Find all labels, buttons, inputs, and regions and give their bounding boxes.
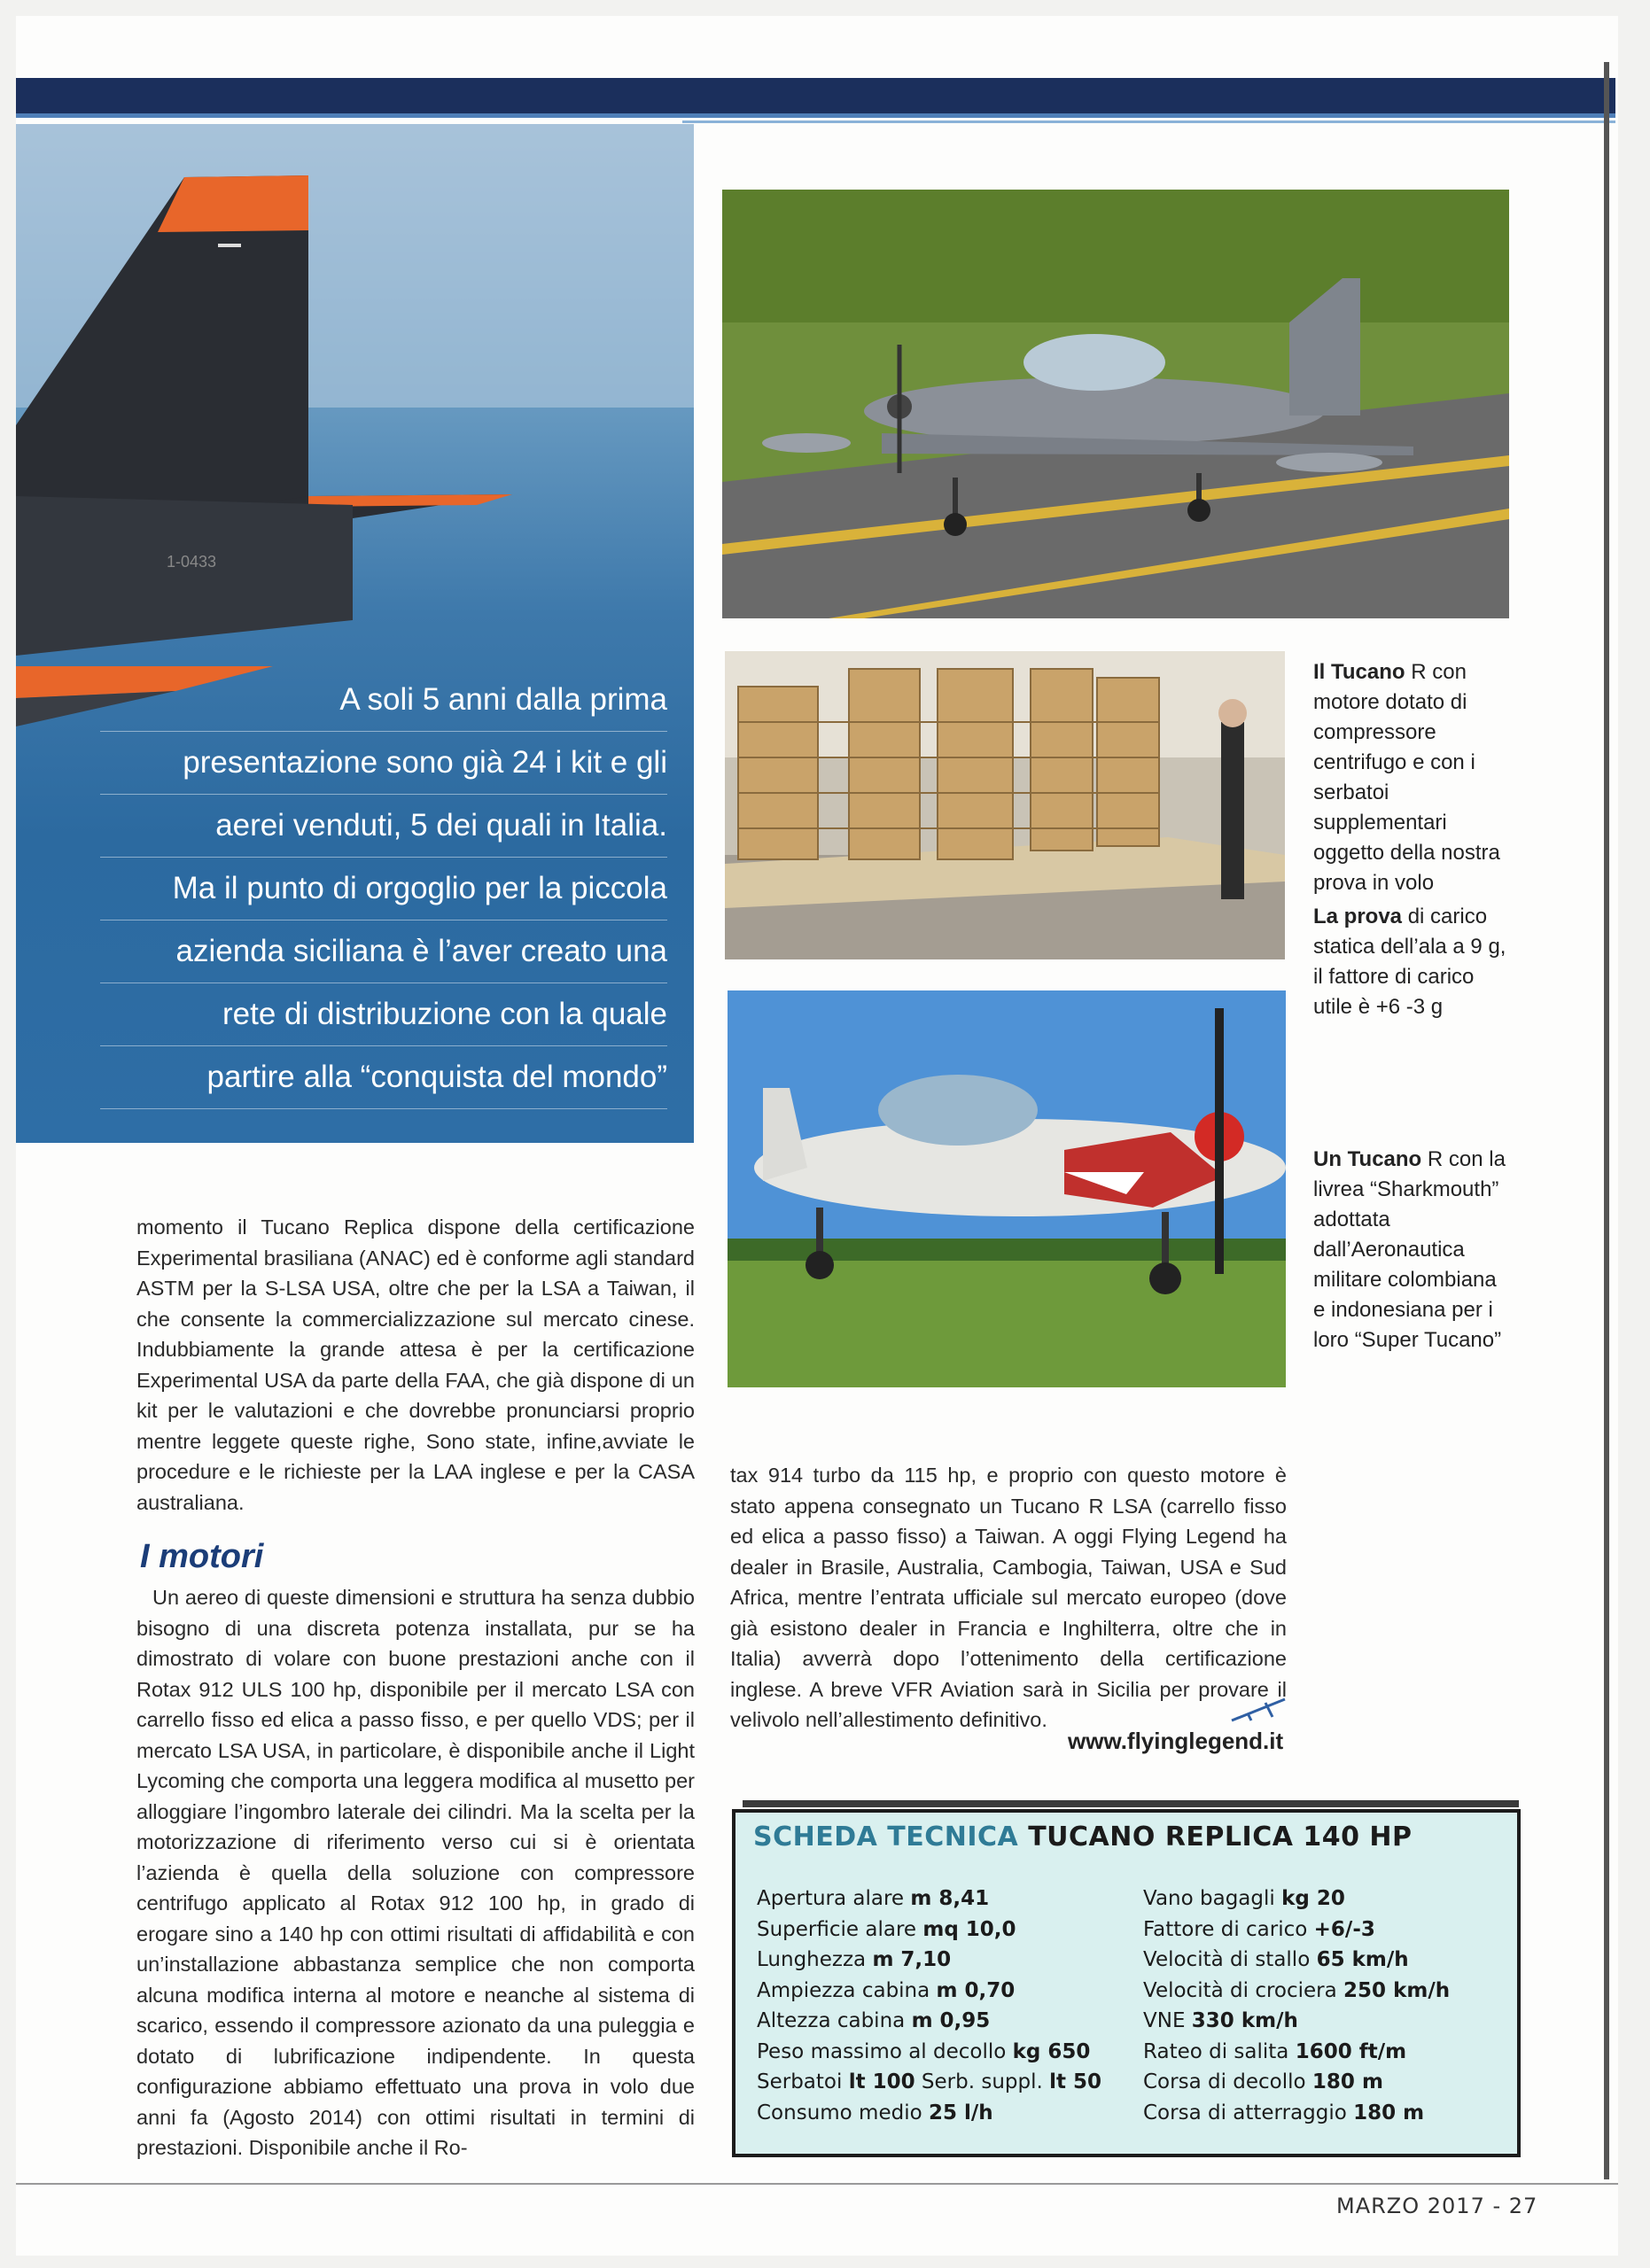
spec-row: Corsa di atterraggio 180 m (1143, 2101, 1425, 2124)
quote-line: partire alla “conquista del mondo” (100, 1046, 667, 1109)
spec-row: Superficie alare mq 10,0 (757, 1917, 1016, 1941)
photo-load-test (725, 651, 1285, 959)
spec-row: Corsa di decollo 180 m (1143, 2070, 1383, 2093)
spec-row: Fattore di carico +6/-3 (1143, 1917, 1375, 1941)
spec-title-label: SCHEDA TECNICA (753, 1821, 1019, 1852)
spec-title-model: TUCANO REPLICA 140 HP (1028, 1821, 1413, 1852)
quote-line: presentazione sono già 24 i kit e gli (100, 732, 667, 795)
spec-row: Velocità di crociera 250 km/h (1143, 1978, 1451, 2002)
paragraph: tax 914 turbo da 115 hp, e proprio con questo motore è stato appena consegnato un Tucano R LSA (carrello fisso ed elica a passo fisso) a Taiwan. A oggi Flying Legend ha dealer in Brasile, Australia, Cambogia, Taiwan, USA e Sud Africa, mentre l’entrata ufficiale sul mercato europeo (dove già esistono dealer in Francia e Inghilterra, oltre che in Italia) avverrà dopo l’ottenimento della certificazione inglese. A breve VFR Aviation sarà in Sicilia per provare il velivolo nell’allestimento definitivo. (730, 1464, 1287, 1731)
quote-line: Ma il punto di orgoglio per la piccola (100, 858, 667, 920)
banner-rule-thin (682, 120, 1615, 123)
spec-title (753, 1821, 1413, 1852)
spec-box-shadow (743, 1800, 1519, 1807)
spec-row: Rateo di salita 1600 ft/m (1143, 2039, 1407, 2063)
spec-row: Apertura alare m 8,41 (757, 1887, 990, 1910)
website-link[interactable]: www.flyinglegend.it (1068, 1728, 1284, 1754)
caption-sharkmouth (1313, 1145, 1508, 1355)
caption-text: R con la livrea “Sharkmouth” adottata dall’Aeronautica militare colombiana e indonesiana per i loro “Super Tucano” (1313, 1147, 1506, 1352)
banner-rule (16, 113, 1615, 118)
plane-icon (1230, 1694, 1292, 1724)
pull-quote (100, 669, 667, 1109)
spec-row: VNE 330 km/h (1143, 2009, 1298, 2032)
spec-row: Altezza cabina m 0,95 (757, 2009, 991, 2032)
caption-tucano (1313, 657, 1508, 898)
article-col1-motori (136, 1582, 695, 2163)
caption-bold: La prova (1313, 905, 1403, 928)
article-col2 (730, 1460, 1287, 1736)
spec-row: Ampiezza cabina m 0,70 (757, 1978, 1016, 2002)
spec-col-left (757, 1884, 1101, 2128)
quote-line: A soli 5 anni dalla prima (100, 669, 667, 732)
quote-line: rete di distribuzione con la quale (100, 983, 667, 1046)
article-col1-intro (136, 1212, 695, 1518)
footer-rule (16, 2183, 1618, 2185)
svg-text:1-0433: 1-0433 (167, 553, 217, 571)
top-banner (16, 78, 1615, 113)
paragraph: momento il Tucano Replica dispone della certificazione Experimental brasiliana (ANAC) ed è conforme agli standard ASTM per la S-LSA USA, oltre che per la LSA a Taiwan, il che consente la commercializzazione sul mercato cinese. Indubbiamente la grande attesa è per la certificazione Experimental USA da parte della FAA, che già dispone di un kit per le valutazioni e che dovrebbe pronunciarsi proprio mentre leggete queste righe, Sono state, infine,avviate le procedure e le richieste per la LAA inglese e per la CASA australiana. (136, 1216, 695, 1514)
page-folio: MARZO 2017 - 27 (1336, 2194, 1538, 2218)
spec-row: Consumo medio 25 l/h (757, 2101, 993, 2124)
section-title: I motori (140, 1538, 264, 1575)
photo-sharkmouth (728, 990, 1286, 1387)
caption-bold: Il Tucano (1313, 660, 1405, 684)
caption-text: R con motore dotato di compressore centrifugo e con i serbatoi supplementari oggetto della nostra prova in volo (1313, 660, 1500, 895)
spec-box (732, 1809, 1521, 2157)
hero-image (16, 124, 694, 1143)
spec-row: Serbatoi lt 100 Serb. suppl. lt 50 (757, 2070, 1102, 2093)
spec-row: Vano bagagli kg 20 (1143, 1887, 1345, 1910)
caption-load-test (1313, 902, 1508, 1022)
photo-tucano-runway (722, 190, 1509, 618)
spec-row: Velocità di stallo 65 km/h (1143, 1948, 1409, 1971)
spec-row: Lunghezza m 7,10 (757, 1948, 952, 1971)
spec-row: Peso massimo al decollo kg 650 (757, 2039, 1091, 2063)
spec-col-right (1143, 1884, 1450, 2128)
caption-bold: Un Tucano (1313, 1147, 1422, 1171)
quote-line: azienda siciliana è l’aver creato una (100, 920, 667, 983)
paragraph: Un aereo di queste dimensioni e struttura ha senza dubbio bisogno di una discreta potenza installata, pur se ha dimostrato di volare con buone prestazioni anche con il Rotax 912 ULS 100 hp, disponibile per il mercato LSA con carrello fisso ed elica a passo fisso, e per quello VDS; per il mercato LSA USA, in particolare, è disponibile anche il Light Lycoming che comporta una leggera modifica al musetto per alloggiare l’ingombro laterale dei cilindri. Ma la scelta per la motorizzazione di riferimento verso cui si è orientata l’azienda è quella della soluzione con compressore centrifugo applicato al Rotax 912 100 hp, in grado di erogare sino a 140 hp con ottimi risultati di affidabilità e con un’installazione abbastanza semplice che non comporta alcuna modifica interna al motore e neanche al sistema di scarico, essendo il compressore azionato da una puleggia e dotato di lubrificazione indipendente. In questa configurazione abbiamo effettuato una prova in volo due anni fa (Agosto 2014) con ottimi risultati in termini di prestazioni. Disponibile anche il Ro- (136, 1586, 695, 2159)
caption-text: di carico statica dell’ala a 9 g, il fattore di carico utile è +6 -3 g (1313, 905, 1506, 1019)
page-edge (1604, 62, 1609, 2179)
quote-line: aerei venduti, 5 dei quali in Italia. (100, 795, 667, 858)
